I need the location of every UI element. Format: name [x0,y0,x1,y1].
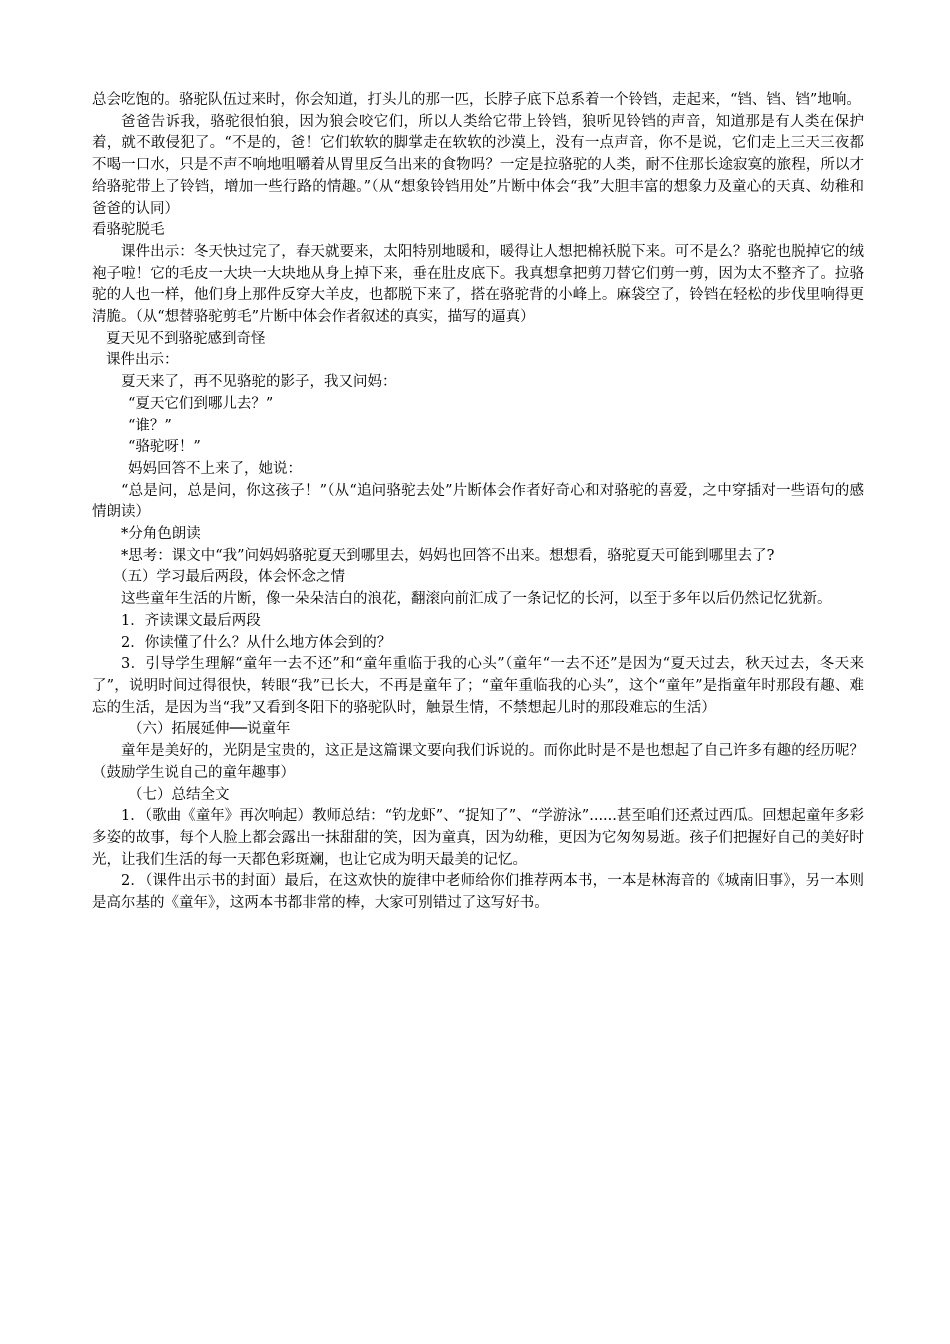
subheading-summer-camels: 夏天见不到骆驼感到奇怪 [106,330,266,347]
list-item-3: 3．引导学生理解“童年一去不还”和“童年重临于我的心头”（童年“一去不还”是因为“夏天过去，秋天过去，冬天来了”，说明时间过得很快，转眼“我”已长大，不再是童年了；“童年重临我的心头”，这个“童年”是指童年时那段有趣、难忘的生活，是因为当“我”又看到冬阳下的骆驼队时，触景生情，不禁想起儿时的那段难忘的生活） [92,656,864,716]
section-heading-six: （六）拓展延伸──说童年 [128,721,291,738]
paragraph-always-asking: “总是问，总是问，你这孩子！”（从“追问骆驼去处”片断体会作者好奇心和对骆驼的喜爱，之中穿插对一些语句的感情朗读） [92,482,864,521]
paragraph-bell-discussion: 爸爸告诉我，骆驼很怕狼，因为狼会咬它们，所以人类给它带上铃铛，狼听见铃铛的声音，知道那是有人类在保护着，就不敢侵犯了。“不是的，爸！它们软软的脚掌走在软软的沙漠上，没有一点声音，你不是说，它们走上三天三夜都不喝一口水，只是不声不响地咀嚼着从胃里反刍出来的食物吗？一定是拉骆驼的人类，耐不住那长途寂寞的旅程，所以才给骆驼带上了铃铛，增加一些行路的情趣。”（从“想象铃铛用处”片断中体会“我”大胆丰富的想象力及童心的天真、幼稚和爸爸的认同） [92,113,864,217]
paragraph-bell-intro: 总会吃饱的。骆驼队伍过来时，你会知道，打头儿的那一匹，长脖子底下总系着一个铃铛，走起来，“铛、铛、铛”地响。 [92,92,861,108]
paragraph-courseware-label: 课件出示： [106,352,179,369]
list-item-1: 1．齐读课文最后两段 [121,612,261,629]
paragraph-camel-shedding: 课件出示：冬天快过完了，春天就要来，太阳特别地暖和，暖得让人想把棉袄脱下来。可不是么？骆驼也脱掉它的绒袍子啦！它的毛皮一大块一大块地从身上掉下来，垂在肚皮底下。我真想拿把剪刀替它们剪一剪，因为太不整齐了。拉骆驼的人也一样，他们身上那件反穿大羊皮，也都脱下来了，搭在骆驼背的小峰上。麻袋空了，铃铛在轻松的步伐里响得更清脆。（从“想替骆驼剪毛”片断中体会作者叙述的真实，描写的逼真） [92,243,864,326]
dialogue-line-3: “骆驼呀！” [128,439,201,456]
paragraph-summer-question: 夏天来了，再不见骆驼的影子，我又问妈： [121,374,397,391]
dialogue-line-2: “谁？” [128,417,172,434]
section-heading-five: （五）学习最后两段，体会怀念之情 [113,569,345,586]
paragraph-memories: 这些童年生活的片断，像一朵朵洁白的浪花，翻滚向前汇成了一条记忆的长河，以至于多年以后仍然记忆犹新。 [121,591,832,608]
paragraph-childhood-beautiful: 童年是美好的，光阴是宝贵的，这正是这篇课文要向我们诉说的。而你此时是不是也想起了自己许多有趣的经历呢？（鼓励学生说自己的童年趣事） [92,743,864,781]
paragraph-role-reading: *分角色朗读 [121,526,201,543]
summary-item-2: 2．（课件出示书的封面）最后，在这欢快的旋律中老师给你们推荐两本书，一本是林海音的《城南旧事》，另一本则是高尔基的《童年》，这两本书都非常的棒，大家可别错过了这写好书。 [92,873,864,912]
document-page [92,90,864,915]
summary-item-1: 1．（歌曲《童年》再次响起）教师总结：“钓龙虾”、“捉知了”、“学游泳”......甚至咱们还煮过西瓜。回想起童年多彩多姿的故事，每个人脸上都会露出一抹甜甜的笑，因为童真，因为幼稚，更因为它匆匆易逝。孩子们把握好自己的美好时光，让我们生活的每一天都色彩斑斓，也让它成为明天最美的记忆。 [92,808,864,868]
section-heading-seven: （七）总结全文 [128,786,230,803]
dialogue-line-4: 妈妈回答不上来了，她说： [128,460,302,477]
dialogue-line-1: “夏天它们到哪儿去？” [128,395,274,412]
list-item-2: 2．你读懂了什么？从什么地方体会到的？ [121,634,392,651]
subheading-camel-shedding: 看骆驼脱毛 [92,222,165,239]
paragraph-thinking: *思考：课文中“我”问妈妈骆驼夏天到哪里去，妈妈也回答不出来。想想看，骆驼夏天可能到哪里去了? [121,547,775,564]
